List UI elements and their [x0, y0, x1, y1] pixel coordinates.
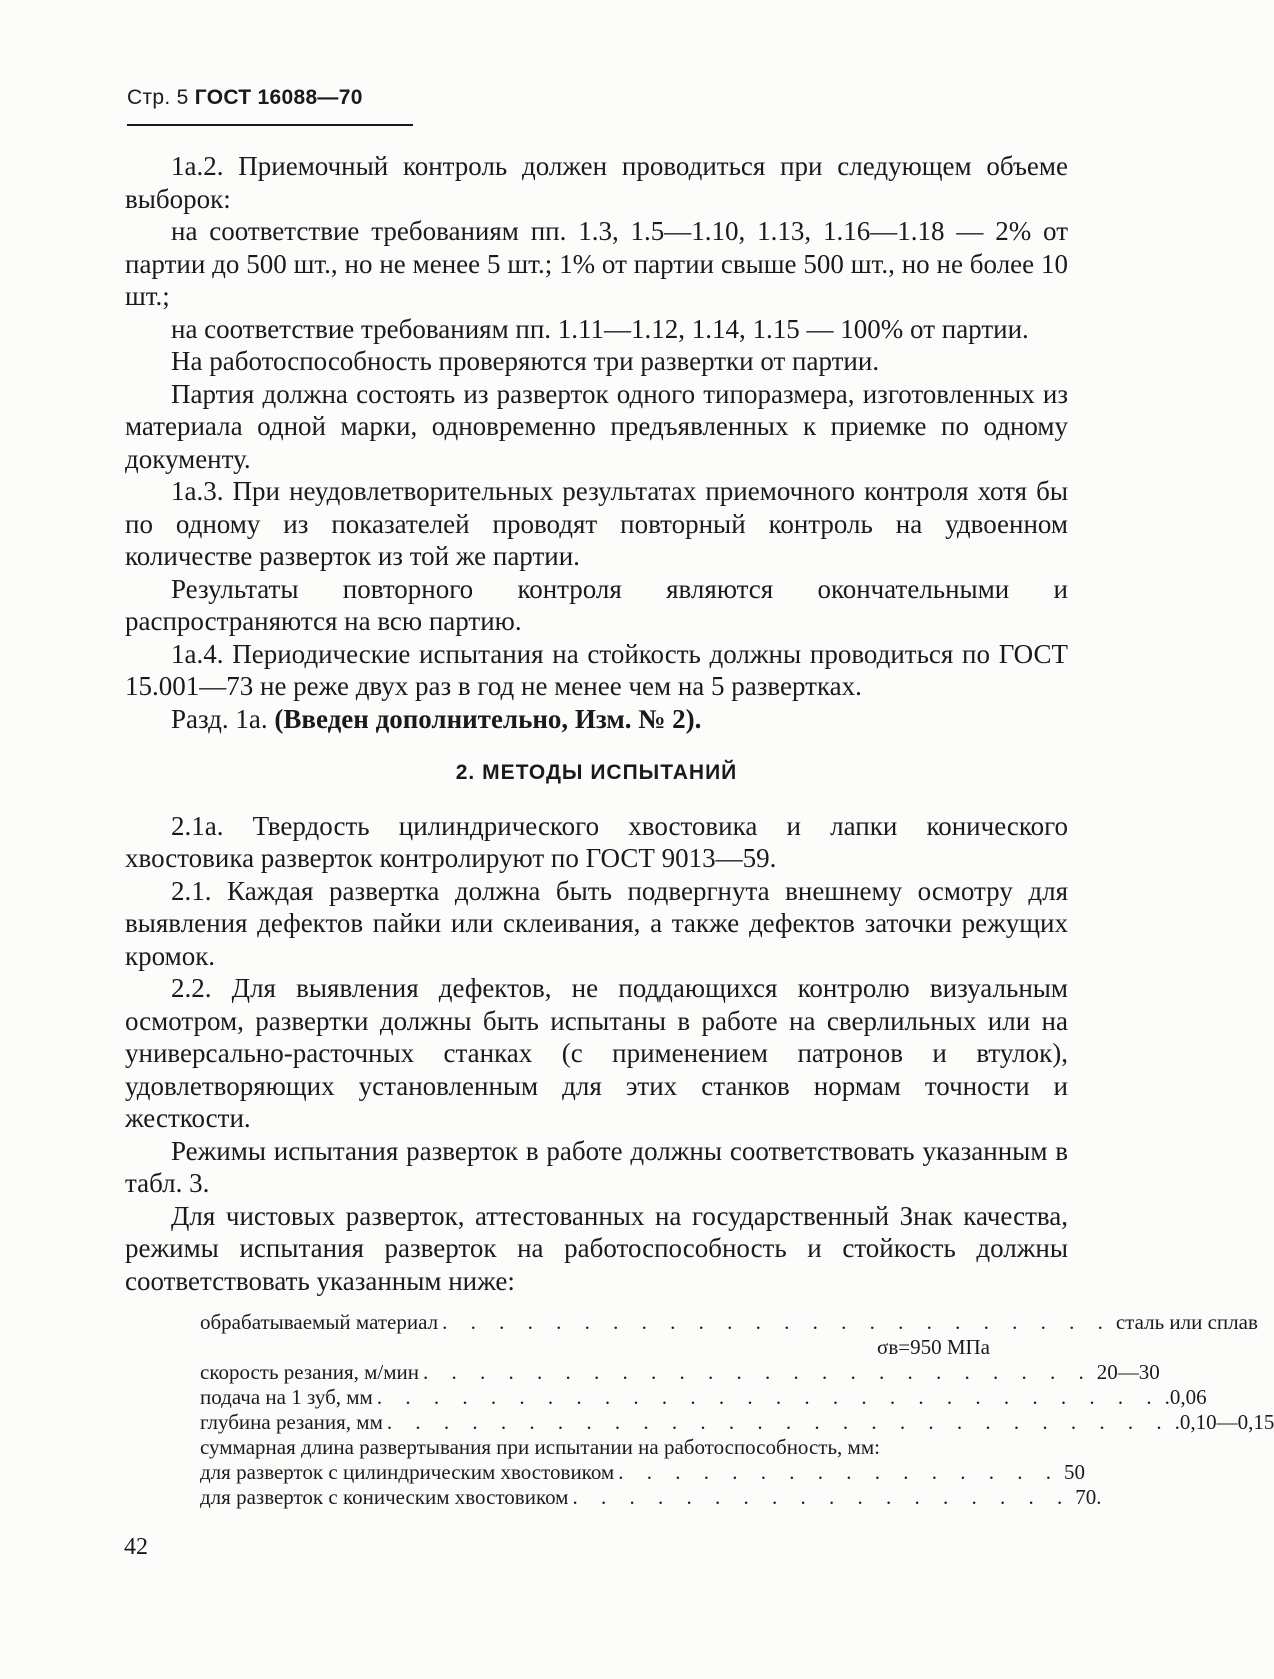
param-label: подача на 1 зуб, мм: [200, 1385, 373, 1409]
param-row-depth: [200, 1410, 1274, 1435]
paragraph: Для чистовых разверток, аттестованных на государственный Знак качества, режимы испытания разверток на работоспособность и стойкость должны соответствовать указанным ниже:: [125, 1200, 1068, 1296]
leader-dots: . . . . . . . . . . . . . . . .: [618, 1460, 1060, 1484]
param-label: для разверток с цилиндрическим хвостовиком: [200, 1460, 615, 1484]
paragraph: Партия должна состоять из разверток одного типоразмера, изготовленных из материала одной марки, одновременно предъявленных к приемке по одному документу.: [125, 378, 1068, 474]
param-row-feed: [200, 1385, 1207, 1410]
param-value: 20—30: [1096, 1360, 1160, 1384]
section-title-text: 2. МЕТОДЫ ИСПЫТАНИЙ: [455, 761, 738, 784]
body-text: [125, 150, 1068, 1297]
param-row-cylindrical: [200, 1460, 1085, 1485]
paragraph: Результаты повторного контроля являются окончательными и распространяются на всю партию.: [125, 573, 1068, 636]
header-page-ref: Стр. 5: [127, 86, 189, 109]
paragraph: Режимы испытания разверток в работе должны соответствовать указанным в табл. 3.: [125, 1135, 1068, 1198]
page-header: [127, 86, 363, 110]
page-number: 42: [124, 1534, 148, 1560]
param-value: .0,06: [1164, 1385, 1207, 1409]
paragraph: 1а.3. При неудовлетворительных результатах приемочного контроля хотя бы по одному из показателей проводят повторный контроль на удвоенном количестве разверток из той же партии.: [125, 476, 1068, 571]
param-label: скорость резания, м/мин: [200, 1360, 420, 1384]
param-note: суммарная длина развертывания при испытании на работоспособность, мм:: [200, 1435, 880, 1459]
paragraph: 1а.2. Приемочный контроль должен проводиться при следующем объеме выборок:: [125, 151, 1068, 214]
paragraph: на соответствие требованиям пп. 1.3, 1.5—1.10, 1.13, 1.16—1.18 — 2% от партии до 500 шт., но не менее 5 шт.; 1% от партии свыше 500 шт., но не более 10 шт.;: [125, 216, 1068, 311]
param-label: глубина резания, мм: [200, 1410, 383, 1434]
param-label: обрабатываемый материал: [200, 1310, 439, 1334]
leader-dots: . . . . . . . . . . . . . . . . . . . . . . . .: [442, 1310, 1112, 1334]
param-value-continued: σв=950 МПа: [877, 1335, 990, 1359]
param-value: 70.: [1075, 1485, 1102, 1509]
paragraph: 2.1. Каждая развертка должна быть подвергнута внешнему осмотру для выявления дефектов пайки или склеивания, а также дефектов заточки режущих кромок.: [125, 875, 1068, 971]
header-rule: [127, 124, 413, 126]
paragraph: на соответствие требованиям пп. 1.11—1.12, 1.14, 1.15 — 100% от партии.: [171, 313, 1029, 344]
leader-dots: . . . . . . . . . . . . . . . . . . . . . . . . . . . .: [386, 1410, 1171, 1434]
param-value: .0,10—0,15: [1174, 1410, 1274, 1434]
paragraph: 2.1а. Твердость цилиндрического хвостовика и лапки конического хвостовика разверток контролируют по ГОСТ 9013—59.: [125, 810, 1068, 873]
test-parameters-list: [200, 1310, 1274, 1510]
param-label: для разверток с коническим хвостовиком: [200, 1485, 569, 1509]
amendment-note: [125, 703, 1068, 736]
param-row-speed: [200, 1360, 1160, 1385]
param-row-conical: [200, 1485, 1102, 1510]
param-value: 50: [1063, 1460, 1085, 1484]
paragraph: На работоспособность проверяются три развертки от партии.: [171, 346, 880, 376]
leader-dots: . . . . . . . . . . . . . . . . . . . . . . . . . . . .: [376, 1385, 1161, 1409]
param-row-material: [200, 1310, 1258, 1335]
leader-dots: . . . . . . . . . . . . . . . . . . . . . . . .: [423, 1360, 1093, 1384]
header-standard: ГОСТ 16088—70: [194, 86, 363, 109]
leader-dots: . . . . . . . . . . . . . . . . . .: [572, 1485, 1072, 1509]
paragraph: 2.2. Для выявления дефектов, не поддающихся контролю визуальным осмотром, развертки должны быть испытаны в работе на сверлильных или на универсально-расточных станках (с применением патронов и втулок), удовлетворяющих установленным для этих станков нормам точности и жесткости.: [125, 973, 1068, 1133]
param-value: сталь или сплав: [1115, 1310, 1258, 1334]
amendment-prefix: Разд. 1а.: [171, 703, 268, 734]
paragraph: 1а.4. Периодические испытания на стойкость должны проводиться по ГОСТ 15.001—73 не реже двух раз в год не менее чем на 5 развертках.: [125, 638, 1068, 701]
section-title: [125, 757, 1068, 790]
amendment-bold: (Введен дополнительно, Изм. № 2).: [274, 703, 702, 734]
